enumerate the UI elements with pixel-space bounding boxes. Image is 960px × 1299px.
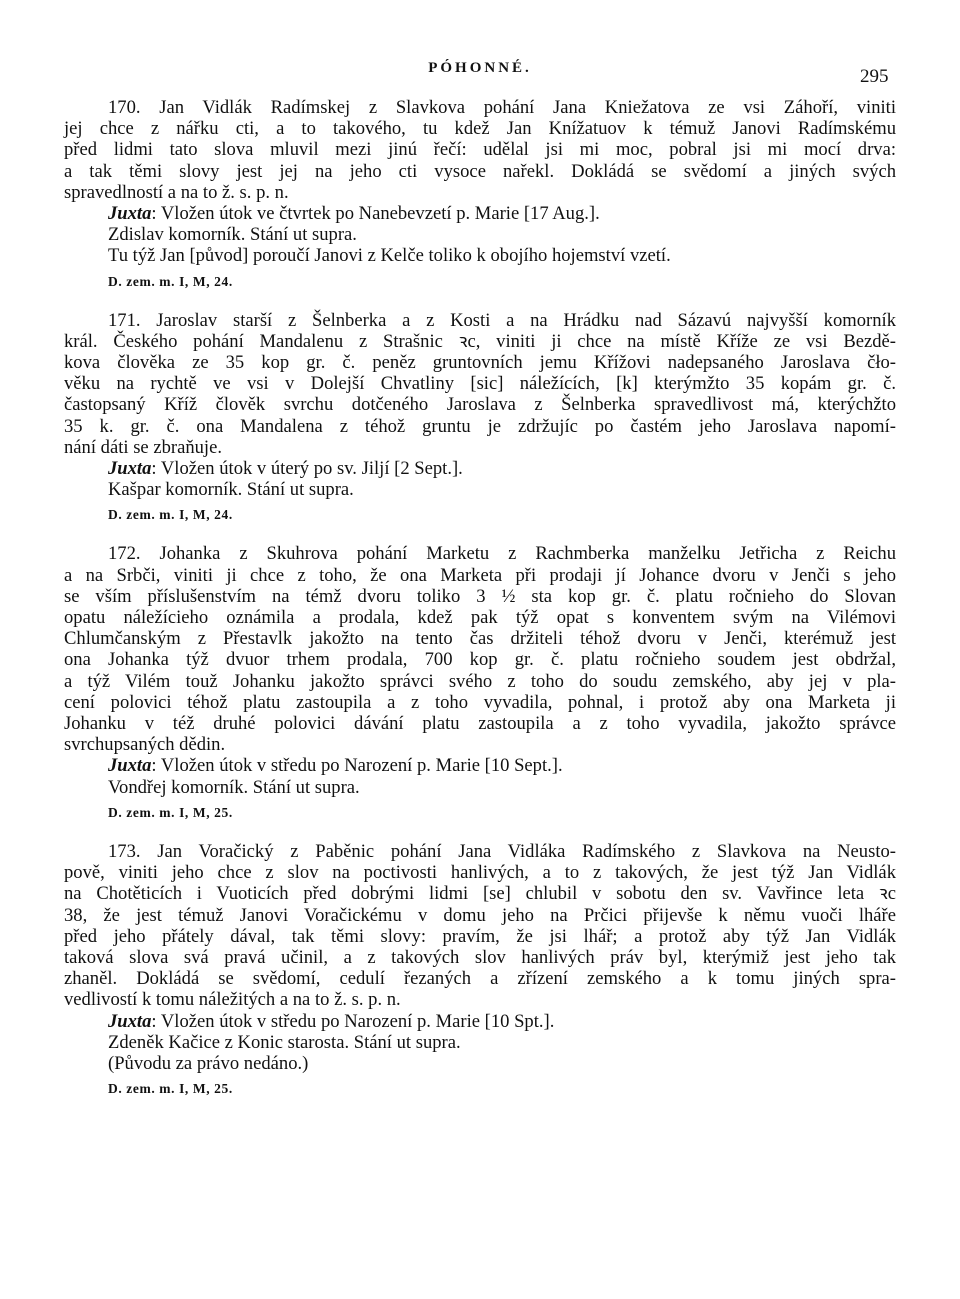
text-line: taková slova svá pravá učinil, a z takových slov hanlivých práv byl, kterýmiž jest jeho tak — [64, 946, 896, 968]
juxta-label: Juxta — [108, 458, 152, 480]
note-line: (Původu za právo nedáno.) — [108, 1052, 309, 1074]
note-line: Kašpar komorník. Stání ut supra. — [108, 479, 354, 501]
text-line: pově, viniti jeho chce z slov na poctivosti hanlivých, a to z takových, že jest týž Jan Vidlák — [64, 862, 896, 884]
text-line: věku na rychtě ve vsi v Dolejší Chvatliny [sic] náležících, [k] kterýmžto 35 kopám gr. č. — [64, 373, 896, 395]
text-line: 173. Jan Voračický z Paběnic pohání Jana Vidláka Radímského z Slavkova na Neusto- — [108, 840, 896, 862]
entry-171 — [64, 310, 896, 524]
text-line: častopsaný Kříž člověk svrchu dotčeného Jaroslava z Šelnberka spravedlivost má, kterýchžto — [64, 394, 896, 416]
juxta-label: Juxta — [108, 755, 152, 777]
juxta-text: : Vložen útok ve čtvrtek po Nanebevzetí p. Marie [17 Aug.]. — [151, 203, 600, 225]
entry-170 — [64, 97, 896, 290]
text-line: Johanku v též druhé polovici dávání platu zastoupila a z toho vyvadila, jakožto správce — [64, 713, 896, 735]
text-line: vedlivostí k tomu náležitých a na to ž. s. p. n. — [64, 989, 401, 1011]
text-line: se vším příslušenstvím na témž dvoru toliko 3 ½ sta kop gr. č. platu ročnieho do Slovan — [64, 585, 896, 607]
source-reference: D. zem. m. I, M, 24. — [108, 273, 233, 289]
note-line: Zdeněk Kačice z Konic starosta. Stání ut supra. — [108, 1031, 461, 1053]
page-number: 295 — [860, 66, 889, 87]
juxta-text: : Vložen útok v středu po Narození p. Marie [10 Spt.]. — [151, 1010, 555, 1032]
entry-173 — [64, 841, 896, 1097]
running-title: PÓHONNÉ. — [428, 60, 532, 76]
text-line: 170. Jan Vidlák Radímskej z Slavkova pohání Jana Kniežatova ze vsi Záhoří, viniti — [108, 97, 896, 118]
text-line: a týž Vilém touž Johanku jakožto správci svého z toho do soudu zemského, aby jej v pla- — [64, 670, 896, 692]
text-line: 172. Johanka z Skuhrova pohání Marketu z Rachmberka manželku Jetřicha z Reichu — [108, 543, 896, 565]
text-line: opatu náležícieho oznámila a prodala, kdež pak týž opat s konventem svým na Vilémovi — [64, 607, 896, 629]
juxta-line — [64, 203, 896, 224]
document-body — [64, 97, 896, 1117]
text-line: svrchupsaných dědin. — [64, 734, 226, 756]
juxta-label: Juxta — [108, 203, 152, 225]
text-line: před lidmi tato slova mluvil mezi jinú řečí: udělal jsi mi moc, pobral jsi mi mocí drva: — [64, 139, 896, 161]
text-line: kova člověka ze 35 kop gr. č. peněz gruntovních jemu Křížovi nadepsaného Jaroslava čło- — [64, 352, 896, 374]
source-reference: D. zem. m. I, M, 25. — [108, 804, 233, 820]
text-line: spravedlností a na to ž. s. p. n. — [64, 181, 289, 203]
source-reference: D. zem. m. I, M, 24. — [108, 507, 233, 523]
text-line: a na Srbči, viniti ji chce z toho, že ona Marketa při prodaji jí Johance dvoru v Jenči s jeho — [64, 564, 896, 586]
juxta-text: : Vložen útok v středu po Narození p. Marie [10 Sept.]. — [151, 755, 563, 777]
text-line: zhaněl. Dokládá se svědomí, cedulí řezaných a zřízení zemského a k tomu jiných spra- — [64, 968, 896, 990]
text-line: cení polovici téhož platu zastoupila a z toho vyvadila, pohnal, i protož aby ona Marketa ji — [64, 691, 896, 713]
source-reference: D. zem. m. I, M, 25. — [108, 1081, 233, 1097]
juxta-line — [64, 458, 896, 479]
entry-172 — [64, 543, 896, 820]
text-line: na Chotěticích i Vuoticích před dobrými lidmi [se] chlubil v sobotu den sv. Vavřince leta ꝛc — [64, 883, 896, 905]
juxta-line — [64, 1011, 896, 1032]
note-line: Tu týž Jan [původ] poroučí Janovi z Kelče toliko k obojího hojemství vzetí. — [108, 245, 671, 267]
note-line: Vondřej komorník. Stání ut supra. — [108, 776, 360, 798]
text-line: Chlumčanským z Přestavlk jakožto na tento čas držiteli téhož dvoru v Jenči, kterémuž jest — [64, 628, 896, 650]
text-line: před jeho přátely dával, tak těmi slovy: pravím, že jsi lhář; a protož aby týž Jan Vidlák — [64, 925, 896, 947]
text-line: a tak těmi slovy jest jej na jeho cti vysoce nařekl. Dokládá se svědomí a jiných svých — [64, 160, 896, 182]
text-line: nání dáti se zbraňuje. — [64, 436, 222, 458]
note-line: Zdislav komorník. Stání ut supra. — [108, 224, 357, 246]
text-line: ona Johanka týž dvuor trhem prodala, 700 kop gr. č. platu ročnieho soudem jest obdržal, — [64, 649, 896, 671]
text-line: 171. Jaroslav starší z Šelnberka a z Kosti a na Hrádku nad Sázavú najvyšší komorník — [108, 309, 896, 331]
juxta-line — [64, 755, 896, 776]
text-line: 35 k. gr. č. ona Mandalena z téhož gruntu je zdržujíc po častém jeho Jaroslava napomí- — [64, 415, 896, 437]
juxta-text: : Vložen útok v úterý po sv. Jiljí [2 Sept.]. — [151, 458, 463, 480]
juxta-label: Juxta — [108, 1010, 152, 1032]
text-line: 38, že jest témuž Janovi Voračickému v domu jeho na Prčici přijevše k němu vuoči lháře — [64, 904, 896, 926]
text-line: jej chce z nářku cti, a to takového, tu kdež Jan Knížatuov k témuž Janovi Radímskému — [64, 118, 896, 140]
text-line: král. Českého pohání Mandalenu z Strašnic ꝛc, viniti ji chce na místě Kříže ze vsi Bezdě- — [64, 330, 896, 352]
